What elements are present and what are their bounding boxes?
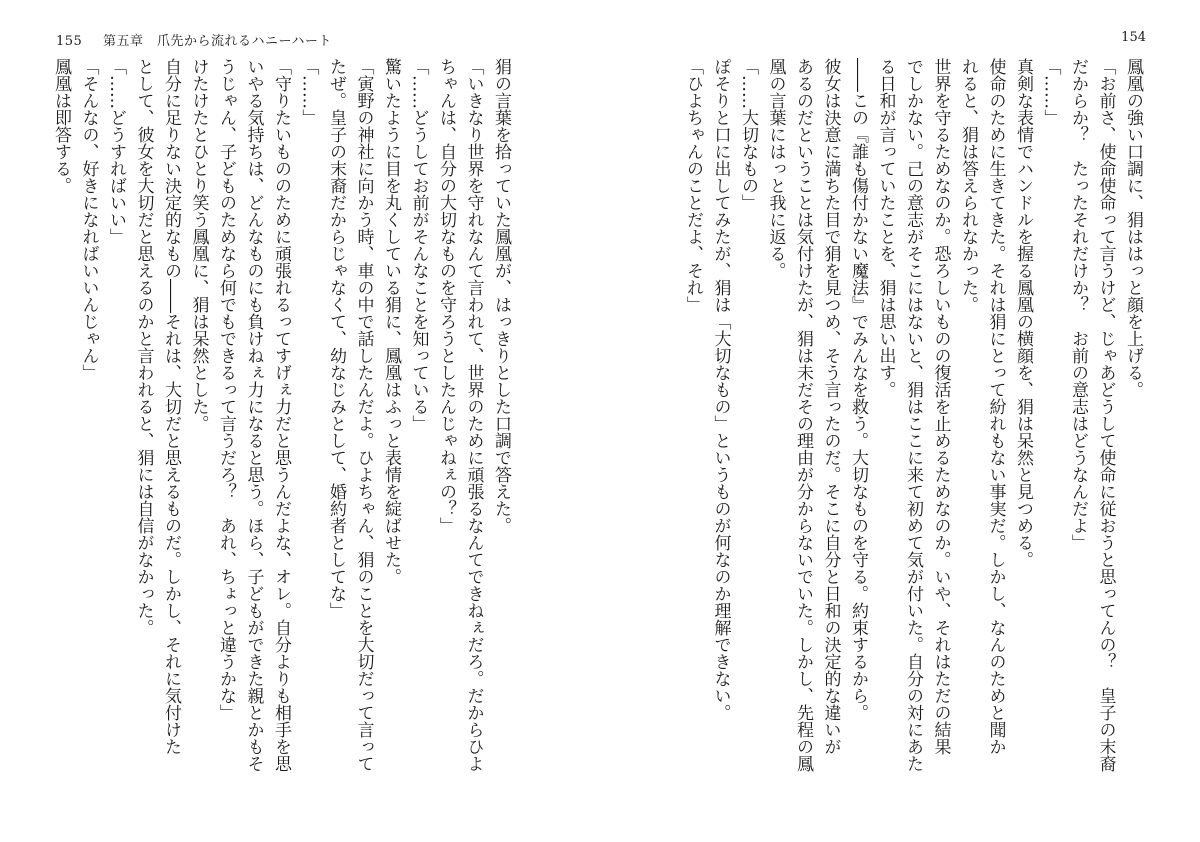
text-line: 凰の言葉にはっと我に返る。 [765,58,786,279]
text-line: 「……」 [298,58,319,126]
text-line: だからか？ たったそれだけか？ お前の意志はどうなんだよ」 [1068,58,1088,551]
page-number: 155 [56,34,83,49]
text-line: ぽそりと口に出してみたが、狷は「大切なもの」というものが何なのか理解できない。 [710,58,731,721]
text-line: 真剣な表情でハンドルを握る鳳凰の横顔を、狷は呆然と見つめる。 [1013,58,1033,568]
body-text [51,58,514,803]
text-line: 「ひよちゃんのことだよ、それ」 [683,58,703,313]
text-line: 「……どうしてお前がそんなことを知っている」 [408,58,429,432]
text-line: 「……どうすればいい」 [106,58,126,245]
text-line: 「……」 [1040,58,1061,126]
text-line: 狷の言葉を拾っていた鳳凰が、はっきりとした口調で答えた。 [491,58,511,534]
text-line: 「お前さ、使命使命って言うけど、じゃあどうして使命に従おうと思ってんの？ 皇子の末裔 [1095,58,1116,772]
text-line: 「そんなの、好きになればいいんじゃん」 [78,58,99,381]
running-header [56,30,332,49]
body-text [683,58,1146,803]
text-line: る日和が言っていたことを、狷は思い出す。 [875,58,896,398]
chapter-title: 第五章 爪先から流れるハニーハート [102,34,332,49]
text-line: 「……大切なもの」 [738,58,758,211]
right-page [600,0,1200,842]
text-line: けたけたとひとり笑う鳳凰に、狷は呆然とした。 [188,58,209,432]
text-line: いやる気持ちは、どんなものにも負けねぇ力になると思う。ほら、子どもができた親とかもそ [243,58,264,772]
text-line: 世界を守るためなのか。恐ろしいものの復活を止めるためなのか。いや、それはただの結果 [930,58,951,755]
text-line: ちゃんは、自分の大切なものを守ろうとしたんじゃねぇの？」 [436,58,456,534]
text-line: れると、狷は答えられなかった。 [958,58,978,313]
text-line: 「守りたいもののために頑張れるってすげぇ力だと思うんだよな、オレ。自分よりも相手を思 [271,58,291,772]
text-line: 使命のために生きてきた。それは狷にとって紛れもない事実だ。しかし、なんのためと聞か [985,58,1006,755]
text-line: でしかない。己の意志がそこにはないと、狷はここに来て初めて気が付いた。自分の対にあた [903,58,923,772]
text-line: 鳳凰の強い口調に、狷ははっと顔を上げる。 [1123,58,1143,398]
text-line: たぜ。皇子の末裔だからじゃなくて、幼なじみとして、婚約者としてな」 [326,58,346,619]
text-line: 彼女は決意に満ちた目で狷を見つめ、そう言ったのだ。そこに自分と日和の決定的な違いが [820,58,841,755]
page-number: 154 [1121,30,1146,45]
text-line: 驚いたように目を丸くしている狷に、鳳凰はふっと表情を綻ばせた。 [381,58,401,585]
text-line: うじゃん、子どものためなら何でもできるって言うだろ？ あれ、ちょっと違うかな」 [216,58,236,721]
text-line: 鳳凰は即答する。 [51,58,71,194]
text-line: 「いきなり世界を守れなんて言われて、世界のために頑張るなんてできねぇだろ。だからひよ [463,58,484,772]
text-line: 自分に足りない決定的なもの――それは、大切だと思えるものだ。しかし、それに気付けた [161,58,181,755]
running-header [1121,30,1146,45]
text-line: として、彼女を大切だと思えるのかと言われると、狷には自信がなかった。 [133,58,154,636]
text-line: あるのだということは気付けたが、狷は未だその理由が分からないでいた。しかし、先程の鳳 [793,58,813,772]
text-line: ――この『誰も傷付かない魔法』でみんなを救う。大切なものを守る。約束するから。 [848,58,868,721]
text-line: 「寅野の神社に向かう時、車の中で話したんだよ。ひよちゃん、狷のことを大切だって言って [353,58,374,772]
